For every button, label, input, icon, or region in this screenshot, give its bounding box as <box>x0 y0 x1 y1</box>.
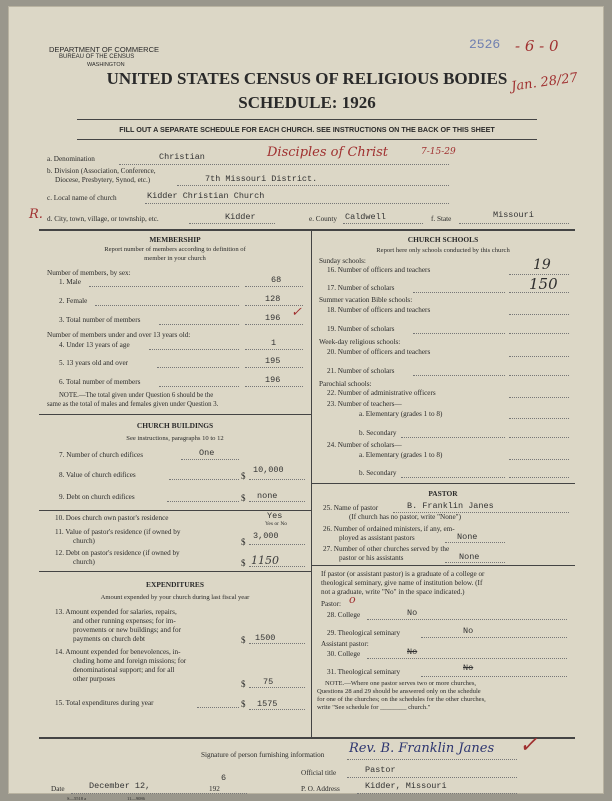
q4-answer-line <box>245 349 303 350</box>
q17-leader <box>413 292 505 293</box>
membership-heading: MEMBERSHIP <box>149 235 201 244</box>
q31-answer-line <box>421 676 567 677</box>
q25-note: (If church has no pastor, write "None") <box>349 513 461 521</box>
q6-label: 6. Total number of members <box>59 378 141 386</box>
q8-leader <box>169 479 239 480</box>
q9-answer-line <box>249 501 305 502</box>
denomination-hand-note: Disciples of Christ <box>267 145 389 160</box>
address-line <box>357 793 517 794</box>
city-value: Kidder <box>225 212 256 222</box>
q14-value: 75 <box>263 677 274 687</box>
local-name-value: Kidder Christian Church <box>147 191 265 201</box>
membership-intro-1: Report number of members according to definition of <box>104 246 246 253</box>
rule-buildings <box>39 414 311 415</box>
membership-note-1: NOTE.—The total given under Question 6 should be the <box>59 392 214 399</box>
q8-label: 8. Value of church edifices <box>59 471 136 479</box>
q1-label: 1. Male <box>59 278 81 286</box>
q26-label-1: 26. Number of ordained ministers, if any, em- <box>323 525 455 533</box>
q19-answer-line <box>509 333 569 334</box>
q27-label-1: 27. Number of other churches served by the <box>323 545 450 553</box>
q31-label: 31. Theological seminary <box>327 668 401 676</box>
graduate-line-1: If pastor (or assistant pastor) is a graduate of a college or <box>321 570 485 578</box>
city-line: WASHINGTON <box>87 62 125 68</box>
q23-label: 23. Number of teachers— <box>327 400 402 408</box>
q26-label-2: ployed as assistant pastors <box>339 534 415 542</box>
q11-answer-line <box>249 544 305 545</box>
q3-answer-line <box>245 324 303 325</box>
address-value: Kidder, Missouri <box>365 781 447 791</box>
dept-line: DEPARTMENT OF COMMERCE <box>49 45 160 54</box>
q12-answer-line <box>249 566 305 567</box>
q11-label-2: church) <box>73 537 95 545</box>
q15-dollar: $ <box>241 699 246 709</box>
q29-label: 29. Theological seminary <box>327 629 401 637</box>
q23b-answer-line <box>509 437 569 438</box>
local-name-line <box>145 203 449 204</box>
q27-answer-line <box>445 562 505 563</box>
rule-pastor <box>311 483 575 484</box>
q23a-answer-line <box>509 418 569 419</box>
q23b-label: b. Secondary <box>359 429 397 437</box>
denomination-label: a. Denomination <box>47 155 95 163</box>
q30-label: 30. College <box>327 650 361 658</box>
q1-leader <box>89 286 239 287</box>
q23a-label: a. Elementary (grades 1 to 8) <box>359 410 443 418</box>
q15-answer-line <box>249 709 305 710</box>
q6-answer-line <box>245 386 303 387</box>
q7-value: One <box>199 448 215 458</box>
q24a-label: a. Elementary (grades 1 to 8) <box>359 451 443 459</box>
q22-label: 22. Number of administrative officers <box>327 389 436 397</box>
county-line <box>343 223 423 224</box>
q14-label-2: cluding home and foreign missions; for <box>73 657 187 665</box>
signature-label: Signature of person furnishing information <box>201 751 325 759</box>
q5-answer-line <box>245 367 303 368</box>
q14-label-1: 14. Amount expended for benevolences, in- <box>55 648 181 656</box>
q15-label: 15. Total expenditures during year <box>55 699 154 707</box>
date-label: Date <box>51 785 65 793</box>
q11-label-1: 11. Value of pastor's residence (if owned by <box>55 528 181 536</box>
schools-intro: Report here only schools conducted by this church <box>376 247 510 254</box>
q13-label-1: 13. Amount expended for salaries, repairs, <box>55 608 177 616</box>
denomination-hand-date: 7-15-29 <box>421 147 456 157</box>
q17-label: 17. Number of scholars <box>327 284 395 292</box>
q3-leader <box>159 324 239 325</box>
q30-answer-line <box>367 658 567 659</box>
q8-dollar: $ <box>241 471 246 481</box>
q10-value: Yes <box>267 511 283 521</box>
state-line <box>459 223 569 224</box>
county-label: e. County <box>309 215 337 223</box>
bureau-line: BUREAU OF THE CENSUS <box>59 54 135 60</box>
signature-line <box>347 759 517 760</box>
parochial-label: Parochial schools: <box>319 380 372 388</box>
q13-answer-line <box>249 643 305 644</box>
state-label: f. State <box>431 215 452 223</box>
q28-value: No <box>407 608 418 618</box>
division-line <box>177 185 449 186</box>
q14-answer-line <box>249 687 305 688</box>
county-value: Caldwell <box>345 212 386 222</box>
expenditures-heading: EXPENDITURES <box>146 580 204 589</box>
q15-value: 1575 <box>257 699 278 709</box>
approval-check-icon: ✓ <box>519 733 538 758</box>
q28-label: 28. College <box>327 611 361 619</box>
q7-label: 7. Number of church edifices <box>59 451 144 459</box>
q22-answer-line <box>509 397 569 398</box>
q25-label: 25. Name of pastor <box>323 504 379 512</box>
city-label: d. City, town, village, or township, etc. <box>47 215 159 223</box>
q2-value: 128 <box>265 294 281 304</box>
q24b-answer-line <box>509 477 569 478</box>
q3-value: 196 <box>265 313 281 323</box>
state-value: Missouri <box>493 210 534 220</box>
q12-value: 1150 <box>251 554 279 567</box>
local-name-label: c. Local name of church <box>47 194 117 202</box>
q8-answer-line <box>249 479 305 480</box>
rule-graduate <box>311 565 575 566</box>
form-title: UNITED STATES CENSUS OF RELIGIOUS BODIES <box>106 69 508 88</box>
q30-value: No <box>407 647 418 657</box>
q5-label: 5. 13 years old and over <box>59 359 129 367</box>
q24b-label: b. Secondary <box>359 469 397 477</box>
hand-received-date: Jan. 28/27 <box>510 70 579 95</box>
denomination-line <box>119 164 449 165</box>
q29-answer-line <box>421 637 567 638</box>
pastor-sublabel: Pastor: <box>321 600 341 608</box>
pastor-note-1: NOTE.—Where one pastor serves two or more churches, <box>325 680 477 687</box>
schedule-title: SCHEDULE: 1926 <box>238 93 376 112</box>
q16-value: 19 <box>533 257 551 273</box>
q21-answer-line <box>509 375 569 376</box>
q9-label: 9. Debt on church edifices <box>59 493 135 501</box>
q29-value: No <box>463 626 474 636</box>
graduate-line-2: theological seminary, give name of institution below. (If <box>321 579 483 587</box>
q24-label: 24. Number of scholars— <box>327 441 402 449</box>
q16-label: 16. Number of officers and teachers <box>327 266 431 274</box>
q9-value: none <box>257 491 278 501</box>
q6-leader <box>159 386 239 387</box>
q4-label: 4. Under 13 years of age <box>59 341 130 349</box>
sunday-label: Sunday schools: <box>319 257 366 265</box>
q1-value: 68 <box>271 275 282 285</box>
margin-mark: R. <box>29 207 43 222</box>
members-by-sex: Number of members, by sex: <box>47 269 131 277</box>
q14-label-3: denominational support; and for all <box>73 666 175 674</box>
q12-dollar: $ <box>241 558 246 568</box>
q13-value: 1500 <box>255 633 276 643</box>
weekday-label: Week-day religious schools: <box>319 338 401 346</box>
q24b-leader <box>401 477 505 478</box>
q27-label-2: pastor or his assistants <box>339 554 404 562</box>
q19-leader <box>413 333 505 334</box>
assistant-sublabel: Assistant pastor: <box>321 640 369 648</box>
q3-label: 3. Total number of members <box>59 316 141 324</box>
expenditures-intro: Amount expended by your church during last fiscal year <box>100 594 250 601</box>
rule-expenditures <box>39 571 311 572</box>
q14-label-4: other purposes <box>73 675 116 683</box>
signature-value: Rev. B. Franklin Janes <box>349 741 495 756</box>
q4-leader <box>149 349 239 350</box>
q10-label: 10. Does church own pastor's residence <box>55 514 169 522</box>
denomination-value: Christian <box>159 152 205 162</box>
pastor-note-2: Questions 28 and 29 should be answered only on the schedule <box>317 688 481 695</box>
q26-answer-line <box>445 542 505 543</box>
graduate-line-3: not a graduate, write "No" in the space indicated.) <box>321 588 465 596</box>
schools-heading: CHURCH SCHOOLS <box>407 235 479 244</box>
date-line <box>71 793 247 794</box>
pastor-heading: PASTOR <box>428 489 458 498</box>
pastor-hand-mark: o <box>349 593 356 606</box>
hand-code: - 6 - 0 <box>515 37 559 55</box>
buildings-heading: CHURCH BUILDINGS <box>136 421 214 430</box>
q2-leader <box>95 305 239 306</box>
official-title-label: Official title <box>301 769 337 777</box>
q12-label-1: 12. Debt on pastor's residence (if owned by <box>55 549 180 557</box>
q12-label-2: church) <box>73 558 95 566</box>
q23b-leader <box>401 437 505 438</box>
census-schedule-sheet <box>8 6 604 801</box>
membership-note-2: same as the total of males and females given under Question 3. <box>47 401 219 408</box>
form-code: S—5518 a <box>67 796 87 801</box>
q27-value: None <box>459 552 480 562</box>
header-rule <box>77 119 537 120</box>
q1-answer-line <box>245 286 303 287</box>
summer-label: Summer vacation Bible schools: <box>319 296 413 304</box>
q6-value: 196 <box>265 375 281 385</box>
division-label-2: Diocese, Presbytery, Synod, etc.) <box>55 176 151 184</box>
q4-value: 1 <box>271 338 277 348</box>
pastor-note-3: for one of the churches; on the schedules for the other churches, <box>317 696 486 703</box>
q11-dollar: $ <box>241 537 246 547</box>
year-digit: 6 <box>221 773 227 783</box>
q20-answer-line <box>509 356 569 357</box>
membership-intro-2: member in your church <box>144 255 206 262</box>
q5-value: 195 <box>265 356 281 366</box>
q21-label: 21. Number of scholars <box>327 367 395 375</box>
official-title-value: Pastor <box>365 765 396 775</box>
q18-answer-line <box>509 314 569 315</box>
header-rule-2 <box>77 139 537 140</box>
city-line <box>189 223 275 224</box>
q21-leader <box>413 375 505 376</box>
q3-check-icon: ✓ <box>291 305 302 320</box>
instruction-line: FILL OUT A SEPARATE SCHEDULE FOR EACH CHURCH. SEE INSTRUCTIONS ON THE BACK OF THIS SHEET <box>119 125 495 134</box>
division-label-1: b. Division (Association, Conference, <box>47 167 156 175</box>
pastor-note-4: write "See schedule for ________ church." <box>317 704 431 711</box>
q18-label: 18. Number of officers and teachers <box>327 306 431 314</box>
date-value: December 12, <box>89 781 151 791</box>
form-code-2: 11—9086 <box>127 796 145 801</box>
q13-label-2: and other running expenses; for im- <box>73 617 176 625</box>
q7-answer-line <box>181 459 239 460</box>
main-box-top <box>39 229 575 231</box>
q10-hint: Yes or No <box>265 521 288 527</box>
q31-value: No <box>463 663 474 673</box>
q17-answer-line <box>509 292 569 293</box>
q9-leader <box>167 501 239 502</box>
division-value: 7th Missouri District. <box>205 174 318 184</box>
q8-value: 10,000 <box>253 465 284 475</box>
buildings-intro: See instructions, paragraphs 10 to 12 <box>126 435 224 442</box>
members-by-age: Number of members under and over 13 years old: <box>47 331 191 339</box>
official-title-line <box>347 777 517 778</box>
q25-value: B. Franklin Janes <box>407 501 494 511</box>
q19-label: 19. Number of scholars <box>327 325 395 333</box>
q15-leader <box>197 707 239 708</box>
stamp-number: 2526 <box>469 37 501 52</box>
q14-dollar: $ <box>241 679 246 689</box>
q2-label: 2. Female <box>59 297 88 305</box>
q24a-answer-line <box>509 459 569 460</box>
q11-value: 3,000 <box>253 531 279 541</box>
q17-value: 150 <box>529 275 558 293</box>
q13-dollar: $ <box>241 635 246 645</box>
q20-label: 20. Number of officers and teachers <box>327 348 431 356</box>
address-label: P. O. Address <box>301 785 340 793</box>
q28-answer-line <box>367 619 567 620</box>
q9-dollar: $ <box>241 493 246 503</box>
q13-label-3: provements or new buildings; and for <box>73 626 181 634</box>
q26-value: None <box>457 532 478 542</box>
main-box-bottom <box>39 737 575 739</box>
q13-label-4: payments on church debt <box>73 635 146 643</box>
year-prefix: 192 <box>209 785 220 793</box>
q5-leader <box>157 367 239 368</box>
